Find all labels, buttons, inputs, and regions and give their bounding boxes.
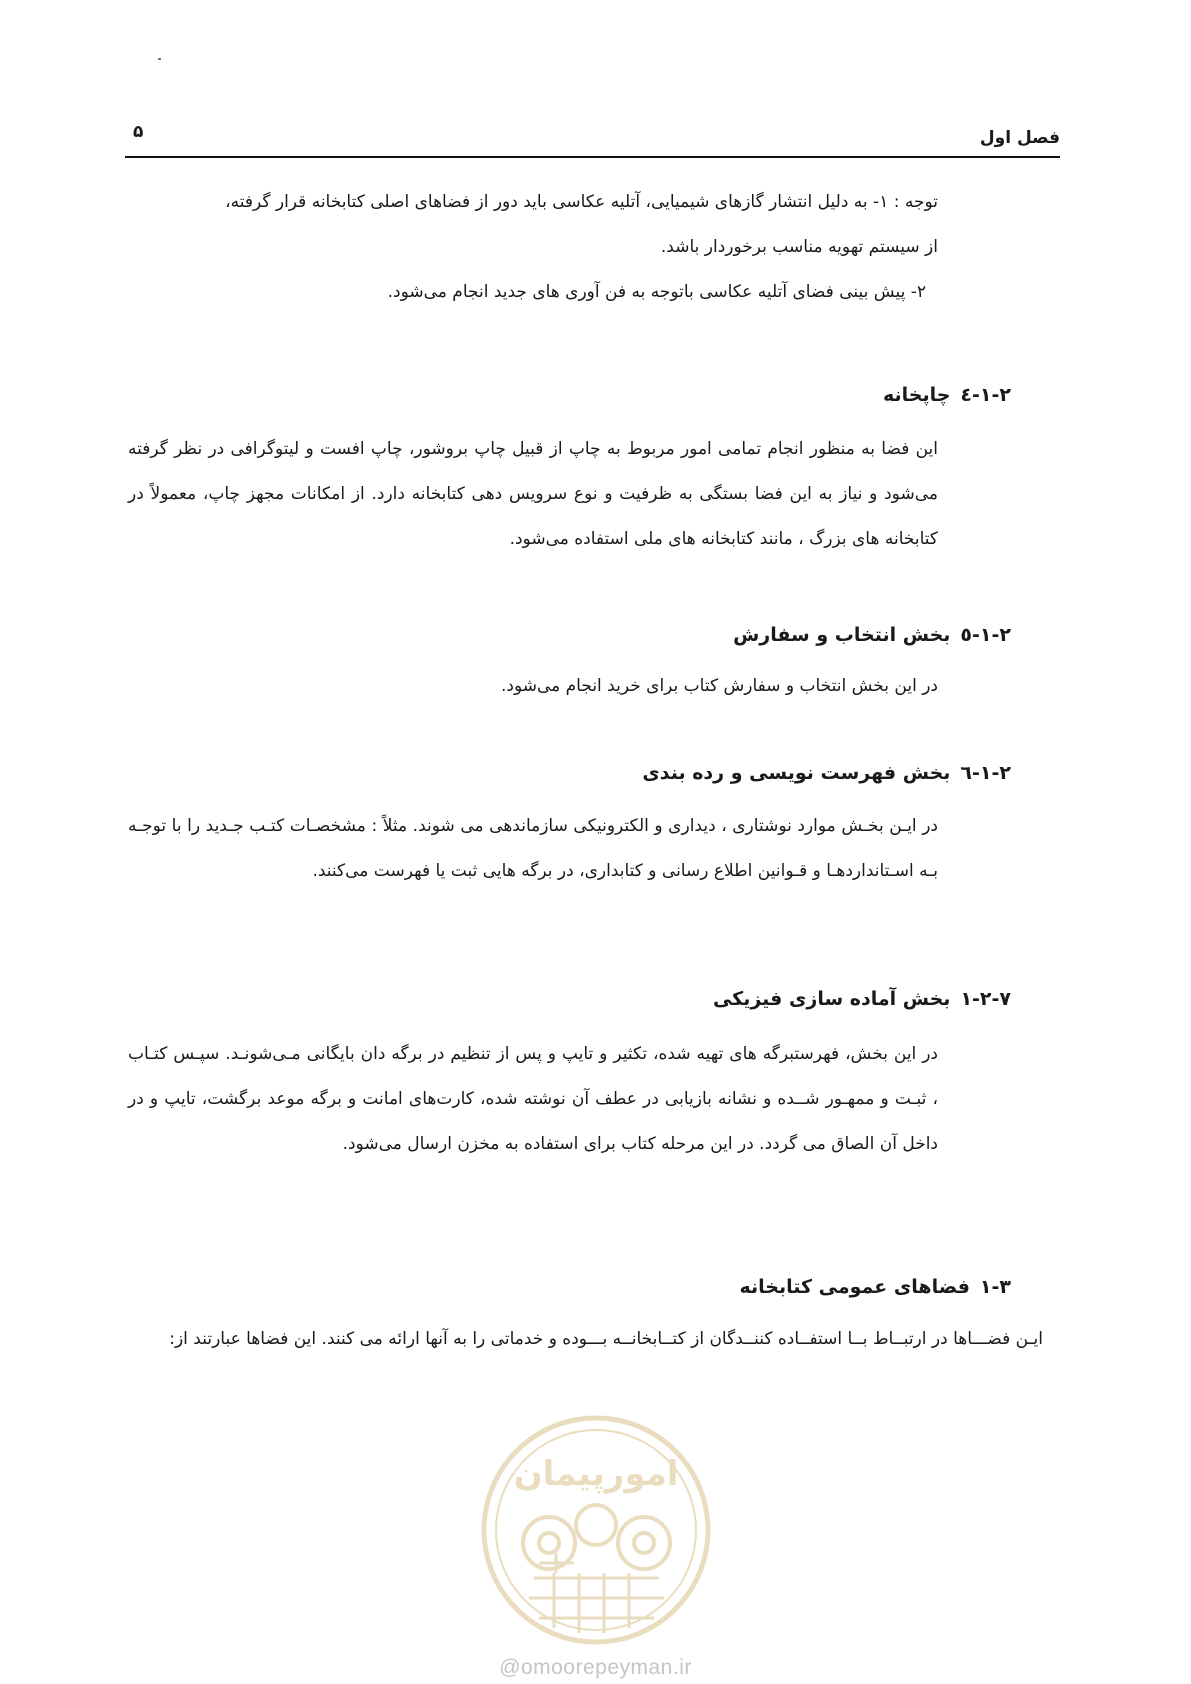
note-line-3: ۲- پیش بینی فضای آتلیه عکاسی باتوجه به فن آوری های جدید انجام می‌شود.	[387, 282, 926, 302]
section-number: ۱-۳	[979, 1276, 1011, 1298]
section-heading	[883, 384, 1011, 406]
section-title: بخش انتخاب و سفارش	[733, 624, 951, 646]
watermark-logo	[479, 1413, 714, 1648]
section-body	[128, 1032, 938, 1167]
scan-speck	[158, 58, 161, 60]
watermark-url	[488, 1656, 703, 1680]
section-body	[128, 1317, 1043, 1362]
at-icon: @	[499, 1656, 521, 1679]
chapter-title: فصل اول	[979, 128, 1060, 148]
section-heading	[733, 624, 1011, 646]
section-body-text: در این بخش، فهرستبرگه های تهیه شده، تکثیر و تایپ و پس از تنظیم در برگه دان بایگانی مـی‌شونـد. سپـس کتـاب ، ثبـت و ممهـور شــده و نشانه بازیابی در عطف آن نوشته شده، کارت‌های امانت و برگه موعد برگشت، تایپ و در داخل آن الصاق می گردد. در این مرحله کتاب برای استفاده به مخزن ارسال می‌شود.	[128, 1044, 938, 1154]
section-body-text: در این بخش انتخاب و سفارش کتاب برای خرید انجام می‌شود.	[500, 676, 938, 696]
section-number: ۱-۲-٥	[960, 624, 1011, 646]
section-heading	[739, 1276, 1011, 1298]
watermark-outer-ring	[484, 1418, 708, 1642]
gear-icon	[523, 1505, 670, 1569]
note-block	[128, 180, 938, 315]
note-line-2: از سیستم تهویه مناسب برخوردار باشد.	[660, 237, 938, 257]
section-heading	[713, 988, 1011, 1010]
watermark-url-text: omoorepeyman.ir	[520, 1656, 692, 1679]
section-title: بخش فهرست نویسی و رده بندی	[642, 762, 951, 784]
section-body-text: این فضا به منظور انجام تمامی امور مربوط به چاپ از قبیل چاپ بروشور، چاپ افست و لیتوگرافی در نظر گرفته می‌شود و نیاز به این فضا بستگی به ظرفیت و نوع سرویس دهی کتابخانه دارد. از امکانات مجهز چاپ، معمولاً در کتابخانه های بزرگ ، مانند کتابخانه های ملی استفاده می‌شود.	[128, 439, 938, 549]
section-number: ۱-۲-٤	[960, 384, 1011, 406]
section-heading	[642, 762, 1011, 784]
section-title: چاپخانه	[882, 384, 951, 406]
section-body-text: ایـن فضـــاها در ارتبــاط بــا استفــاده کننــدگان از کتــابخانــه بـــوده و خدماتی را به آنها ارائه می کنند. این فضاها عبارتند از:	[169, 1329, 1043, 1349]
section-body-text: در ایـن بخـش موارد نوشتاری ، دیداری و الکترونیکی سازماندهی می شوند. مثلاً : مشخصـات کتـب جـدید را با توجـه بـه اسـتانداردهـا و قـوانین اطلاع رسانی و کتابداری، در برگه هایی ثبت یا فهرست می‌کنند.	[128, 816, 938, 881]
section-body	[128, 804, 938, 894]
running-header	[125, 120, 1060, 158]
section-body	[128, 664, 938, 709]
section-number: ۱-۲-٦	[960, 762, 1011, 784]
section-body	[128, 427, 938, 562]
building-grid-icon	[529, 1573, 664, 1633]
note-line-1: توجه : ۱- به دلیل انتشار گازهای شیمیایی، آتلیه عکاسی باید دور از فضاهای اصلی کتابخانه قرار گرفته،	[225, 192, 938, 212]
page-number: ۵	[133, 122, 144, 142]
section-number: ۱-۲-۷	[960, 988, 1011, 1010]
section-title: فضاهای عمومی کتابخانه	[739, 1276, 970, 1298]
section-title: بخش آماده سازی فیزیکی	[712, 988, 951, 1010]
watermark-logo-text: امورپیمان	[513, 1454, 679, 1494]
